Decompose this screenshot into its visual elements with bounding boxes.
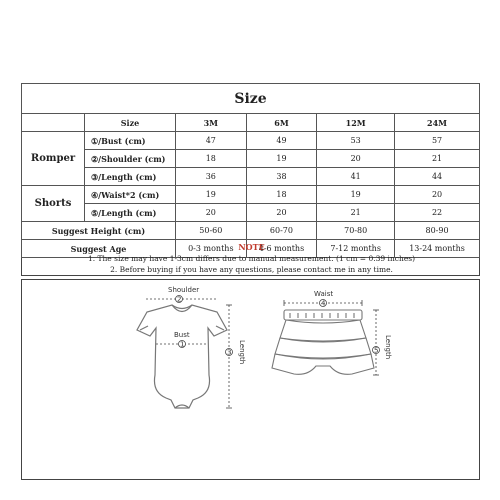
cell: 19 bbox=[246, 150, 317, 168]
waist-label: Waist bbox=[314, 290, 334, 298]
cell: 21 bbox=[395, 150, 480, 168]
row-label: Suggest Height (cm) bbox=[22, 222, 176, 240]
header-col: 6M bbox=[246, 114, 317, 132]
cell: 53 bbox=[317, 132, 395, 150]
header-size: Size bbox=[85, 114, 176, 132]
romper-length-number: 3 bbox=[227, 348, 232, 357]
size-chart-title: Size bbox=[22, 84, 480, 114]
note-heading: NOTE bbox=[238, 242, 265, 252]
group-romper: Romper bbox=[22, 132, 85, 186]
romper-shoulder-measure bbox=[146, 296, 218, 303]
size-chart bbox=[21, 83, 480, 276]
size-table bbox=[21, 83, 480, 258]
note-line: 2. Before buying if you have any questions, please contact me in any time. bbox=[110, 265, 393, 274]
cell: 4-6 months bbox=[246, 240, 317, 258]
shoulder-number: 2 bbox=[177, 295, 182, 304]
cell: 13-24 months bbox=[395, 240, 480, 258]
cell: 20 bbox=[317, 150, 395, 168]
cell: 20 bbox=[395, 186, 480, 204]
bust-label: Bust bbox=[174, 331, 190, 339]
row-label: ④/Waist*2 (cm) bbox=[85, 186, 176, 204]
row-label: Suggest Age bbox=[22, 240, 176, 258]
table-row bbox=[22, 132, 480, 150]
measurement-diagram bbox=[21, 279, 480, 480]
cell: 18 bbox=[246, 186, 317, 204]
row-label: ③/Length (cm) bbox=[85, 168, 176, 186]
cell: 36 bbox=[176, 168, 247, 186]
cell: 0-3 months bbox=[176, 240, 247, 258]
note-block bbox=[22, 242, 481, 275]
measurement-svg bbox=[22, 280, 479, 479]
romper-illustration bbox=[137, 305, 227, 408]
header-col: 3M bbox=[176, 114, 247, 132]
cell: 47 bbox=[176, 132, 247, 150]
header-row bbox=[22, 114, 480, 132]
cell: 57 bbox=[395, 132, 480, 150]
header-col: 12M bbox=[317, 114, 395, 132]
table-row bbox=[22, 168, 480, 186]
cell: 21 bbox=[317, 204, 395, 222]
cell: 60-70 bbox=[246, 222, 317, 240]
cell: 20 bbox=[246, 204, 317, 222]
row-label: ⑤/Length (cm) bbox=[85, 204, 176, 222]
romper-length-label: Length bbox=[238, 340, 246, 365]
cell: 19 bbox=[317, 186, 395, 204]
header-col: 24M bbox=[395, 114, 480, 132]
table-row bbox=[22, 204, 480, 222]
note-line: 1. The size may have 1-3cm differs due to manual measurement. (1 cm = 0.39 inches) bbox=[87, 254, 416, 263]
cell: 49 bbox=[246, 132, 317, 150]
cell: 22 bbox=[395, 204, 480, 222]
cell: 20 bbox=[176, 204, 247, 222]
shoulder-label: Shoulder bbox=[168, 286, 200, 294]
shorts-length-number: 5 bbox=[374, 346, 379, 355]
romper-length-measure bbox=[226, 305, 233, 408]
cell: 44 bbox=[395, 168, 480, 186]
cell: 41 bbox=[317, 168, 395, 186]
row-label: ①/Bust (cm) bbox=[85, 132, 176, 150]
table-row bbox=[22, 186, 480, 204]
cell: 19 bbox=[176, 186, 247, 204]
cell: 18 bbox=[176, 150, 247, 168]
shorts-illustration bbox=[272, 310, 374, 374]
table-row bbox=[22, 150, 480, 168]
cell: 80-90 bbox=[395, 222, 480, 240]
table-row bbox=[22, 222, 480, 240]
group-shorts: Shorts bbox=[22, 186, 85, 222]
shorts-length-label: Length bbox=[384, 335, 392, 360]
cell: 70-80 bbox=[317, 222, 395, 240]
cell: 7-12 months bbox=[317, 240, 395, 258]
waist-number: 4 bbox=[321, 299, 326, 308]
cell: 50-60 bbox=[176, 222, 247, 240]
cell: 38 bbox=[246, 168, 317, 186]
bust-number: 1 bbox=[180, 340, 185, 349]
row-label: ②/Shoulder (cm) bbox=[85, 150, 176, 168]
